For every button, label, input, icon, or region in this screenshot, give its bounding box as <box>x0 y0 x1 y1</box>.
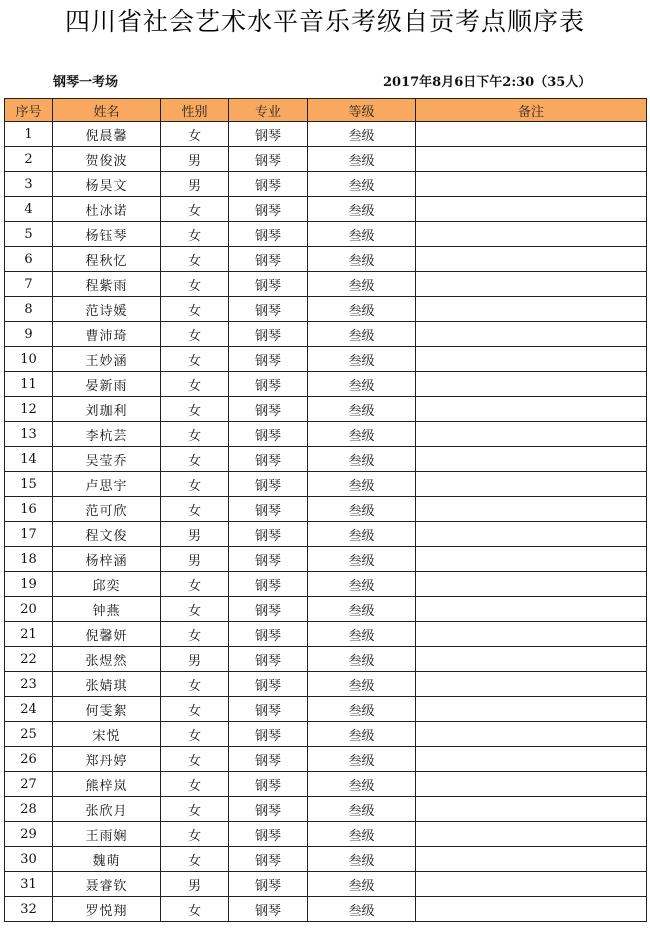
cell-major: 钢琴 <box>229 322 308 347</box>
cell-gender: 女 <box>161 797 229 822</box>
cell-seq: 22 <box>5 647 53 672</box>
table-row <box>5 897 647 922</box>
cell-level: 叁级 <box>308 247 416 272</box>
cell-level: 叁级 <box>308 772 416 797</box>
table-row <box>5 347 647 372</box>
table-row <box>5 372 647 397</box>
cell-level: 叁级 <box>308 597 416 622</box>
cell-remark <box>416 197 647 222</box>
cell-level: 叁级 <box>308 172 416 197</box>
cell-major: 钢琴 <box>229 397 308 422</box>
cell-remark <box>416 722 647 747</box>
cell-seq: 24 <box>5 697 53 722</box>
cell-major: 钢琴 <box>229 147 308 172</box>
cell-gender: 女 <box>161 772 229 797</box>
table-row <box>5 547 647 572</box>
cell-major: 钢琴 <box>229 547 308 572</box>
cell-gender: 女 <box>161 222 229 247</box>
cell-remark <box>416 272 647 297</box>
cell-name: 张婧琪 <box>53 672 161 697</box>
table-row <box>5 847 647 872</box>
table-row <box>5 497 647 522</box>
table-row <box>5 597 647 622</box>
cell-level: 叁级 <box>308 472 416 497</box>
cell-remark <box>416 147 647 172</box>
cell-remark <box>416 622 647 647</box>
cell-remark <box>416 522 647 547</box>
cell-gender: 女 <box>161 447 229 472</box>
cell-name: 程文俊 <box>53 522 161 547</box>
cell-gender: 男 <box>161 872 229 897</box>
cell-level: 叁级 <box>308 422 416 447</box>
cell-seq: 18 <box>5 547 53 572</box>
cell-seq: 1 <box>5 122 53 147</box>
table-row <box>5 622 647 647</box>
cell-major: 钢琴 <box>229 347 308 372</box>
cell-name: 张煜然 <box>53 647 161 672</box>
cell-seq: 23 <box>5 672 53 697</box>
cell-major: 钢琴 <box>229 522 308 547</box>
table-body <box>5 122 647 922</box>
cell-major: 钢琴 <box>229 272 308 297</box>
cell-gender: 女 <box>161 622 229 647</box>
cell-gender: 女 <box>161 397 229 422</box>
cell-level: 叁级 <box>308 722 416 747</box>
cell-name: 吴莹乔 <box>53 447 161 472</box>
cell-name: 王雨娴 <box>53 822 161 847</box>
header-row <box>5 99 647 122</box>
table-row <box>5 322 647 347</box>
cell-seq: 27 <box>5 772 53 797</box>
cell-level: 叁级 <box>308 497 416 522</box>
col-header-level: 等级 <box>308 99 416 122</box>
table-row <box>5 672 647 697</box>
cell-name: 程紫雨 <box>53 272 161 297</box>
table-row <box>5 797 647 822</box>
cell-level: 叁级 <box>308 672 416 697</box>
cell-major: 钢琴 <box>229 772 308 797</box>
cell-name: 范诗媛 <box>53 297 161 322</box>
cell-level: 叁级 <box>308 447 416 472</box>
cell-major: 钢琴 <box>229 872 308 897</box>
cell-seq: 30 <box>5 847 53 872</box>
cell-name: 刘珈利 <box>53 397 161 422</box>
table-row <box>5 822 647 847</box>
cell-remark <box>416 647 647 672</box>
cell-seq: 29 <box>5 822 53 847</box>
cell-gender: 女 <box>161 722 229 747</box>
cell-seq: 31 <box>5 872 53 897</box>
cell-level: 叁级 <box>308 397 416 422</box>
col-header-gender: 性别 <box>161 99 229 122</box>
exam-room-label: 钢琴一考场 <box>53 75 119 90</box>
cell-name: 贺俊波 <box>53 147 161 172</box>
cell-level: 叁级 <box>308 272 416 297</box>
cell-gender: 女 <box>161 597 229 622</box>
cell-gender: 女 <box>161 697 229 722</box>
cell-remark <box>416 497 647 522</box>
cell-remark <box>416 372 647 397</box>
cell-seq: 32 <box>5 897 53 922</box>
cell-level: 叁级 <box>308 297 416 322</box>
table-row <box>5 297 647 322</box>
cell-remark <box>416 797 647 822</box>
cell-level: 叁级 <box>308 647 416 672</box>
cell-seq: 12 <box>5 397 53 422</box>
cell-major: 钢琴 <box>229 622 308 647</box>
cell-remark <box>416 547 647 572</box>
cell-seq: 28 <box>5 797 53 822</box>
cell-remark <box>416 597 647 622</box>
cell-seq: 20 <box>5 597 53 622</box>
cell-seq: 3 <box>5 172 53 197</box>
cell-remark <box>416 322 647 347</box>
cell-level: 叁级 <box>308 222 416 247</box>
cell-seq: 17 <box>5 522 53 547</box>
cell-major: 钢琴 <box>229 647 308 672</box>
cell-remark <box>416 397 647 422</box>
cell-major: 钢琴 <box>229 172 308 197</box>
cell-major: 钢琴 <box>229 572 308 597</box>
cell-name: 杨梓涵 <box>53 547 161 572</box>
cell-gender: 女 <box>161 347 229 372</box>
cell-seq: 10 <box>5 347 53 372</box>
table-row <box>5 647 647 672</box>
cell-name: 倪馨妍 <box>53 622 161 647</box>
table-row <box>5 522 647 547</box>
cell-level: 叁级 <box>308 522 416 547</box>
cell-remark <box>416 447 647 472</box>
cell-seq: 4 <box>5 197 53 222</box>
cell-gender: 女 <box>161 472 229 497</box>
table-row <box>5 397 647 422</box>
cell-gender: 女 <box>161 372 229 397</box>
cell-gender: 女 <box>161 497 229 522</box>
cell-seq: 7 <box>5 272 53 297</box>
table-header <box>5 99 647 122</box>
table-row <box>5 147 647 172</box>
cell-remark <box>416 697 647 722</box>
cell-seq: 19 <box>5 572 53 597</box>
table-row <box>5 172 647 197</box>
cell-level: 叁级 <box>308 322 416 347</box>
exam-session-label: 2017年8月6日下午2:30（35人） <box>383 75 592 90</box>
cell-major: 钢琴 <box>229 247 308 272</box>
cell-remark <box>416 297 647 322</box>
cell-name: 郑丹婷 <box>53 747 161 772</box>
cell-remark <box>416 422 647 447</box>
cell-level: 叁级 <box>308 697 416 722</box>
page-title: 四川省社会艺术水平音乐考级自贡考点顺序表 <box>64 7 585 36</box>
table-row <box>5 572 647 597</box>
cell-level: 叁级 <box>308 797 416 822</box>
cell-seq: 5 <box>5 222 53 247</box>
cell-remark <box>416 172 647 197</box>
cell-seq: 13 <box>5 422 53 447</box>
cell-name: 王妙涵 <box>53 347 161 372</box>
table-row <box>5 747 647 772</box>
cell-level: 叁级 <box>308 347 416 372</box>
cell-gender: 女 <box>161 247 229 272</box>
cell-major: 钢琴 <box>229 297 308 322</box>
table-row <box>5 272 647 297</box>
cell-gender: 女 <box>161 747 229 772</box>
cell-name: 杨昊文 <box>53 172 161 197</box>
cell-name: 钟燕 <box>53 597 161 622</box>
cell-name: 罗悦翔 <box>53 897 161 922</box>
cell-level: 叁级 <box>308 547 416 572</box>
cell-remark <box>416 247 647 272</box>
cell-seq: 6 <box>5 247 53 272</box>
cell-gender: 女 <box>161 197 229 222</box>
cell-major: 钢琴 <box>229 372 308 397</box>
cell-seq: 25 <box>5 722 53 747</box>
cell-gender: 男 <box>161 647 229 672</box>
cell-seq: 16 <box>5 497 53 522</box>
cell-gender: 男 <box>161 147 229 172</box>
cell-gender: 男 <box>161 172 229 197</box>
cell-seq: 15 <box>5 472 53 497</box>
cell-remark <box>416 822 647 847</box>
cell-remark <box>416 347 647 372</box>
cell-level: 叁级 <box>308 147 416 172</box>
table-row <box>5 772 647 797</box>
cell-major: 钢琴 <box>229 472 308 497</box>
cell-major: 钢琴 <box>229 747 308 772</box>
table-row <box>5 122 647 147</box>
cell-seq: 14 <box>5 447 53 472</box>
cell-seq: 21 <box>5 622 53 647</box>
cell-major: 钢琴 <box>229 122 308 147</box>
cell-level: 叁级 <box>308 622 416 647</box>
cell-name: 曹沛琦 <box>53 322 161 347</box>
cell-name: 李杭芸 <box>53 422 161 447</box>
cell-name: 邱奕 <box>53 572 161 597</box>
cell-major: 钢琴 <box>229 797 308 822</box>
cell-seq: 11 <box>5 372 53 397</box>
cell-major: 钢琴 <box>229 422 308 447</box>
cell-remark <box>416 897 647 922</box>
cell-major: 钢琴 <box>229 847 308 872</box>
cell-remark <box>416 472 647 497</box>
cell-gender: 女 <box>161 297 229 322</box>
cell-remark <box>416 672 647 697</box>
cell-remark <box>416 872 647 897</box>
cell-level: 叁级 <box>308 872 416 897</box>
cell-gender: 女 <box>161 897 229 922</box>
cell-remark <box>416 122 647 147</box>
table-row <box>5 722 647 747</box>
roster-table <box>4 98 647 922</box>
table-row <box>5 422 647 447</box>
cell-name: 宋悦 <box>53 722 161 747</box>
cell-remark <box>416 222 647 247</box>
cell-name: 程秋忆 <box>53 247 161 272</box>
cell-gender: 女 <box>161 322 229 347</box>
cell-level: 叁级 <box>308 197 416 222</box>
cell-name: 范可欣 <box>53 497 161 522</box>
col-header-remark: 备注 <box>416 99 647 122</box>
table-row <box>5 697 647 722</box>
cell-level: 叁级 <box>308 372 416 397</box>
cell-level: 叁级 <box>308 122 416 147</box>
table-row <box>5 197 647 222</box>
cell-gender: 女 <box>161 122 229 147</box>
cell-gender: 男 <box>161 547 229 572</box>
cell-major: 钢琴 <box>229 497 308 522</box>
cell-seq: 8 <box>5 297 53 322</box>
cell-name: 何雯絮 <box>53 697 161 722</box>
col-header-name: 姓名 <box>53 99 161 122</box>
cell-gender: 女 <box>161 422 229 447</box>
cell-seq: 2 <box>5 147 53 172</box>
cell-seq: 26 <box>5 747 53 772</box>
cell-name: 张欣月 <box>53 797 161 822</box>
cell-major: 钢琴 <box>229 722 308 747</box>
cell-gender: 女 <box>161 822 229 847</box>
cell-remark <box>416 772 647 797</box>
cell-major: 钢琴 <box>229 697 308 722</box>
cell-major: 钢琴 <box>229 447 308 472</box>
cell-seq: 9 <box>5 322 53 347</box>
cell-name: 杨钰琴 <box>53 222 161 247</box>
col-header-seq: 序号 <box>5 99 53 122</box>
cell-name: 卢思宇 <box>53 472 161 497</box>
cell-gender: 男 <box>161 522 229 547</box>
cell-gender: 女 <box>161 672 229 697</box>
cell-gender: 女 <box>161 272 229 297</box>
cell-gender: 女 <box>161 572 229 597</box>
cell-remark <box>416 747 647 772</box>
cell-major: 钢琴 <box>229 897 308 922</box>
cell-major: 钢琴 <box>229 672 308 697</box>
table-row <box>5 247 647 272</box>
col-header-major: 专业 <box>229 99 308 122</box>
cell-name: 杜冰诺 <box>53 197 161 222</box>
table-row <box>5 472 647 497</box>
table-row <box>5 872 647 897</box>
cell-major: 钢琴 <box>229 222 308 247</box>
cell-level: 叁级 <box>308 747 416 772</box>
cell-major: 钢琴 <box>229 197 308 222</box>
cell-name: 晏新雨 <box>53 372 161 397</box>
cell-major: 钢琴 <box>229 822 308 847</box>
cell-level: 叁级 <box>308 572 416 597</box>
cell-name: 倪晨馨 <box>53 122 161 147</box>
table-row <box>5 222 647 247</box>
cell-remark <box>416 572 647 597</box>
cell-major: 钢琴 <box>229 597 308 622</box>
cell-name: 魏萌 <box>53 847 161 872</box>
cell-level: 叁级 <box>308 897 416 922</box>
cell-level: 叁级 <box>308 847 416 872</box>
cell-level: 叁级 <box>308 822 416 847</box>
cell-name: 熊梓岚 <box>53 772 161 797</box>
table-row <box>5 447 647 472</box>
cell-name: 聂睿钦 <box>53 872 161 897</box>
cell-remark <box>416 847 647 872</box>
cell-gender: 女 <box>161 847 229 872</box>
